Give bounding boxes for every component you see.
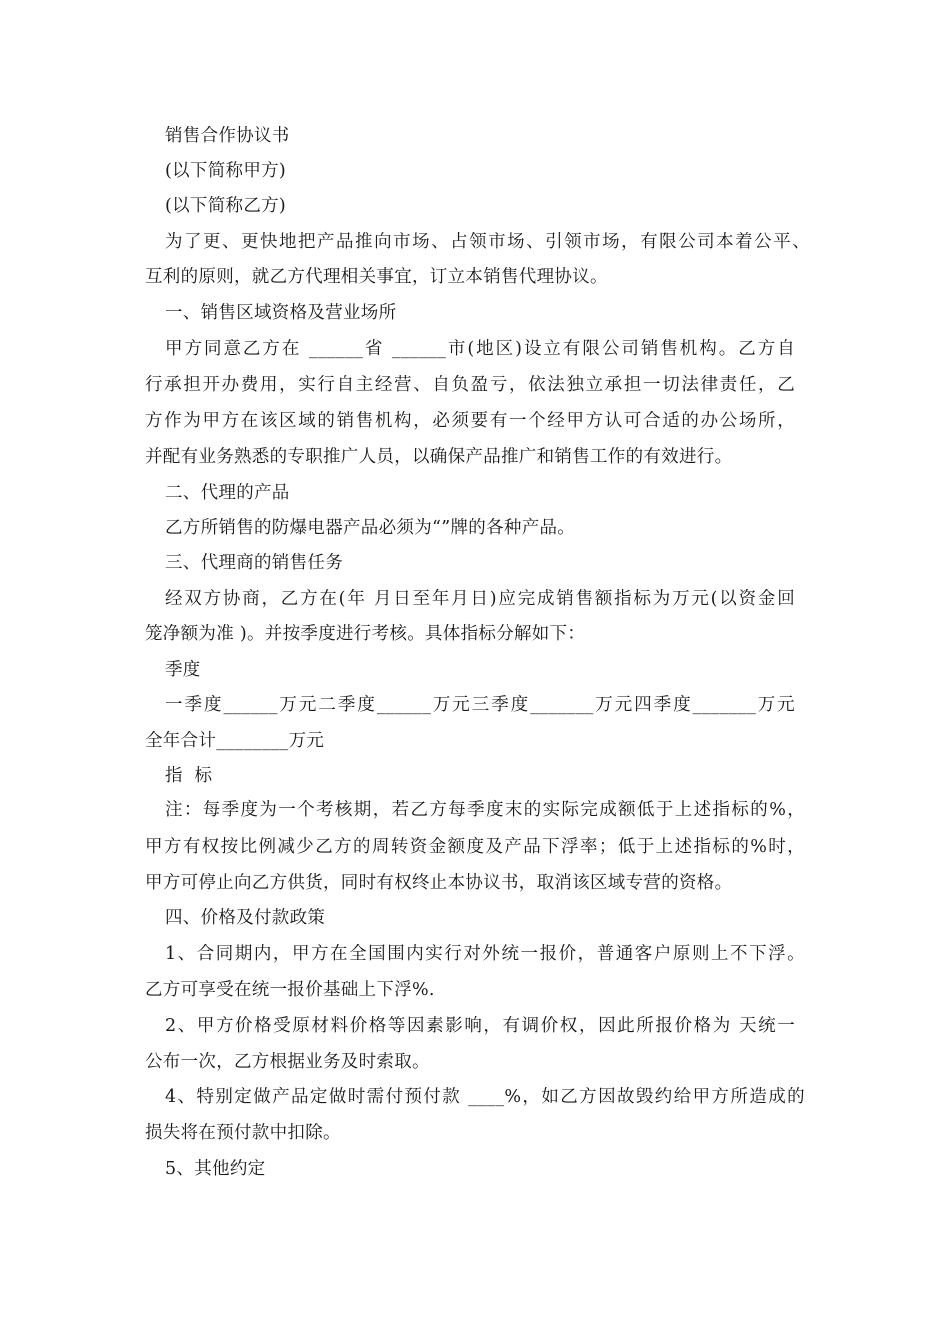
- document-title: 销售合作协议书: [165, 126, 290, 146]
- paragraph-line: 4、特别定做产品定做时需付预付款 ____%，如乙方因故毁约给甲方所造成的: [165, 1087, 805, 1107]
- paragraph-line: 方作为甲方在该区域的销售机构，必须要有一个经甲方认可合适的办公场所，: [145, 411, 795, 431]
- paragraph-line: 经双方协商，乙方在(年 月日至年月日)应完成销售额指标为万元(以资金回: [165, 589, 795, 609]
- paragraph-line: 乙方所销售的防爆电器产品必须为“”牌的各种产品。: [165, 518, 576, 538]
- annual-total-line: 全年合计________万元: [145, 731, 325, 751]
- paragraph-line: 甲方同意乙方在 ______省 ______市(地区)设立有限公司销售机构。乙方自: [165, 339, 795, 359]
- party-a-line: (以下简称甲方): [165, 161, 287, 181]
- paragraph-line: 为了更、更快地把产品推向市场、占领市场、引领市场，有限公司本着公平、: [165, 232, 810, 252]
- section-heading: 四、价格及付款政策: [165, 908, 326, 928]
- paragraph-line: 行承担开办费用，实行自主经营、自负盈亏，依法独立承担一切法律责任，乙: [145, 375, 795, 395]
- quarter-targets-line: 一季度______万元二季度______万元三季度_______万元四季度_______万元: [165, 695, 795, 715]
- section-heading: 一、销售区域资格及营业场所: [165, 303, 397, 323]
- section-heading: 二、代理的产品: [165, 483, 290, 503]
- paragraph-line: 甲方有权按比例减少乙方的周转资金额度及产品下浮率；低于上述指标的%时，: [145, 837, 805, 857]
- table-label: 指 标: [165, 766, 213, 786]
- table-label: 季度: [165, 660, 201, 680]
- paragraph-line: 甲方可停止向乙方供货，同时有权终止本协议书，取消该区域专营的资格。: [145, 873, 733, 893]
- party-b-line: (以下简称乙方): [165, 196, 287, 216]
- paragraph-line: 互利的原则，就乙方代理相关事宜，订立本销售代理协议。: [145, 267, 608, 287]
- paragraph-line: 注：每季度为一个考核期，若乙方每季度末的实际完成额低于上述指标的%，: [165, 800, 805, 820]
- section-heading: 三、代理商的销售任务: [165, 553, 343, 573]
- paragraph-line: 公布一次，乙方根据业务及时索取。: [145, 1052, 430, 1072]
- paragraph-line: 损失将在预付款中扣除。: [145, 1123, 341, 1143]
- paragraph-line: 1、合同期内，甲方在全国围内实行对外统一报价，普通客户原则上不下浮。: [165, 944, 805, 964]
- paragraph-line: 2、甲方价格受原材料价格等因素影响，有调价权，因此所报价格为 天统一: [165, 1016, 795, 1036]
- section-heading: 5、其他约定: [165, 1159, 266, 1179]
- paragraph-line: 乙方可享受在统一报价基础上下浮%.: [145, 980, 435, 1000]
- paragraph-line: 笼净额为准 )。并按季度进行考核。具体指标分解如下：: [145, 624, 586, 644]
- paragraph-line: 并配有业务熟悉的专职推广人员，以确保产品推广和销售工作的有效进行。: [145, 447, 733, 467]
